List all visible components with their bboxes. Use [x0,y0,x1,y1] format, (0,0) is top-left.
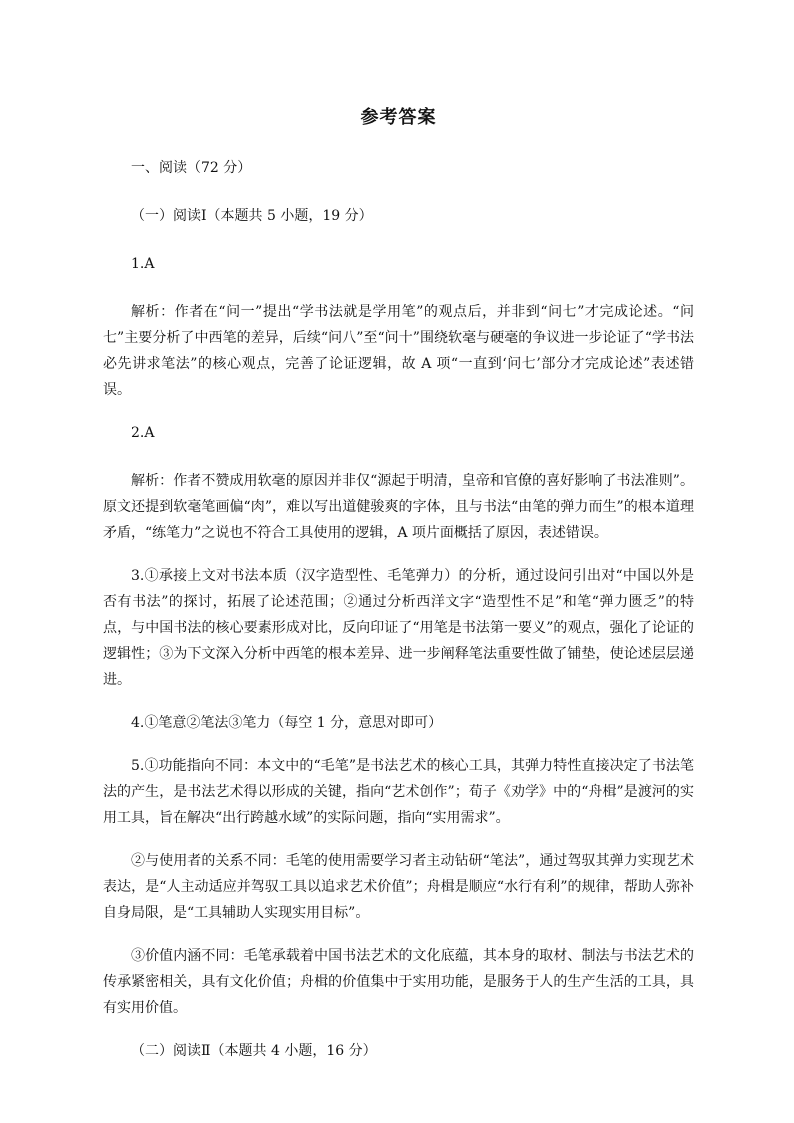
section-heading: 一、阅读（72 分） [131,160,252,176]
question-3-answer: 3.①承接上文对书法本质（汉字造型性、毛笔弹力）的分析，通过设问引出对“中国以外是否有书法”的探讨，拓展了论述范围；②通过分析西洋文字“造型性不足”和笔“弹力匮乏”的特点，与中国书法的核心要素形成对比，反向印证了“用笔是书法第一要义”的观点，强化了论证的逻辑性；③为下文深入分析中西笔的根本差异、进一步阐释笔法重要性做了铺垫，使论述层层递进。 [103,568,694,688]
question-4-answer: 4.①笔意②笔法③笔力（每空 1 分，意思对即可） [131,715,443,731]
question-2-analysis: 解析：作者不赞成用软毫的原因并非仅“源起于明清，皇帝和官僚的喜好影响了书法准则”。原文还提到软毫笔画偏“肉”，难以写出道健骏爽的字体，且与书法“由笔的弹力而生”的根本道理矛盾，“练笔力”之说也不符合工具使用的逻辑，A 项片面概括了原因，表述错误。 [103,473,694,541]
question-5-point-1: 5.①功能指向不同：本文中的“毛笔”是书法艺术的核心工具，其弹力特性直接决定了书法笔法的产生，是书法艺术得以形成的关键，指向“艺术创作”；荀子《劝学》中的“舟楫”是渡河的实用工具，旨在解决“出行跨越水域”的实际问题，指向“实用需求”。 [103,758,694,826]
page-title: 参考答案 [360,107,437,128]
question-5-point-3: ③价值内涵不同：毛笔承载着中国书法艺术的文化底蕴，其本身的取材、制法与书法艺术的传承紧密相关，具有文化价值；舟楫的价值集中于实用功能，是服务于人的生产生活的工具，具有实用价值。 [103,948,694,1016]
question-2-answer: 2.A [131,425,155,441]
subsection-heading-2: （二）阅读Ⅱ（本题共 4 小题，16 分） [131,1043,377,1059]
question-5-point-2: ②与使用者的关系不同：毛笔的使用需要学习者主动钻研“笔法”，通过驾驭其弹力实现艺术表达，是“人主动适应并驾驭工具以追求艺术价值”；舟楫是顺应“水行有利”的规律，帮助人弥补自身局限，是“工具辅助人实现实用目标”。 [103,853,694,921]
subsection-heading-1: （一）阅读Ⅰ（本题共 5 小题，19 分） [131,208,373,224]
question-1-analysis: 解析：作者在“问一”提出“学书法就是学用笔”的观点后，并非到“问七”才完成论述。“问七”主要分析了中西笔的差异，后续“问八”至“问十”围绕软毫与硬毫的争议进一步论证了“学书法必先讲求笔法”的核心观点，完善了论证逻辑，故 A 项“一直到‘问七’部分才完成论述”表述错误。 [103,304,694,398]
question-1-answer: 1.A [131,256,155,272]
